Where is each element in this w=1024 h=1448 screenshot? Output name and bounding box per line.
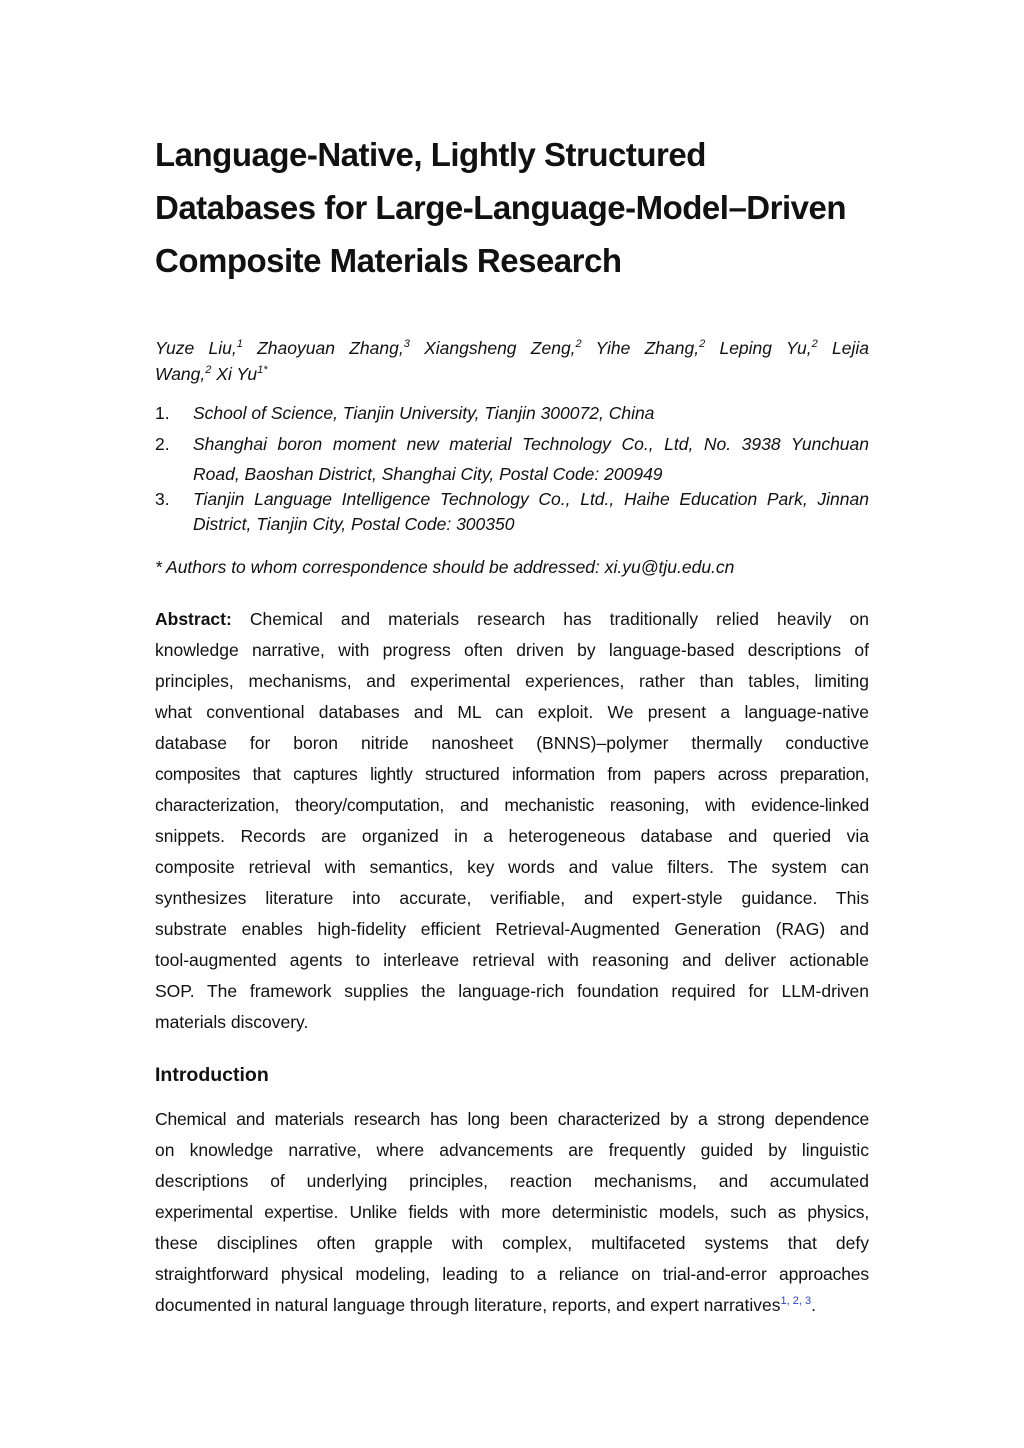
abstract-line: composites that captures lightly structured information from papers across preparation, [155, 764, 869, 784]
abstract [155, 604, 869, 1038]
author-line [155, 361, 869, 387]
abstract-line: snippets. Records are organized in a heterogeneous database and queried via [155, 826, 869, 846]
author: Leping Yu,$^2$ [719, 338, 818, 358]
author: Xi $Yu^{1*}$ [216, 364, 268, 384]
abstract-line: composite retrieval with semantics, key words and value filters. The system can [155, 857, 869, 877]
intro-line: descriptions of underlying principles, reaction mechanisms, and accumulated [155, 1171, 869, 1191]
citation-link[interactable]: 1, 2, 3 [780, 1295, 812, 1308]
affiliation-3: 3. Tianjin Language Intelligence Technology Co., Ltd., Haihe Education Park, Jinnan District, Tianjin City, Postal Code: 300350 [155, 487, 869, 537]
abstract-line: characterization, theory/computation, and mechanistic reasoning, with evidence-linked [155, 795, 869, 815]
abstract-line: principles, mechanisms, and experimental experiences, rather than tables, limiting [155, 671, 869, 691]
affiliation-1: 1. School of Science, Tianjin University, Tianjin 300072, China [155, 398, 869, 428]
author-list [155, 335, 869, 387]
intro-line: straightforward physical modeling, leading to a reliance on trial-and-error approaches [155, 1264, 869, 1284]
introduction-paragraph [155, 1104, 869, 1321]
title-line: Databases for Large-Language-Model–Driven [155, 189, 846, 226]
author: Yihe Zhang,$^2$ [595, 338, 706, 358]
paper-title [155, 128, 895, 287]
abstract-line: what conventional databases and ML can exploit. We present a language-native [155, 702, 869, 722]
intro-line: these disciplines often grapple with complex, multifaceted systems that defy [155, 1233, 869, 1253]
intro-line: on knowledge narrative, where advancements are frequently guided by linguistic [155, 1140, 869, 1160]
intro-line: Chemical and materials research has long been characterized by a strong dependence [155, 1109, 869, 1129]
intro-line: experimental expertise. Unlike fields with more deterministic models, such as physics, [155, 1202, 869, 1222]
abstract-line: SOP. The framework supplies the language-rich foundation required for LLM-driven [155, 981, 869, 1001]
affiliation-line: Road, Baoshan District, Shanghai City, Postal Code: 200949 [193, 464, 663, 484]
section-heading-introduction: Introduction [155, 1064, 269, 1086]
author: Yuze Liu,$^1$ [155, 338, 243, 358]
abstract-line: database for boron nitride nanosheet (BNNS)–polymer thermally conductive [155, 733, 869, 753]
author: Lejia [831, 338, 869, 358]
intro-line: documented in natural language through literature, reports, and expert narratives$^{1, 2, 3}$. [155, 1295, 816, 1315]
abstract-line: knowledge narrative, with progress often driven by language-based descriptions of [155, 640, 869, 660]
abstract-line: tool-augmented agents to interleave retrieval with reasoning and deliver actionable [155, 950, 869, 970]
abstract-line: synthesizes literature into accurate, verifiable, and expert-style guidance. This [155, 888, 869, 908]
abstract-line: substrate enables high-fidelity efficient Retrieval-Augmented Generation (RAG) and [155, 919, 869, 939]
abstract-line: Abstract: Chemical and materials research has traditionally relied heavily on [155, 609, 869, 629]
correspondence-note: * Authors to whom correspondence should be addressed: xi.yu@tju.edu.cn [155, 557, 735, 577]
author: Xiangsheng Zeng,$^2$ [424, 338, 582, 358]
abstract-line: materials discovery. [155, 1012, 309, 1032]
abstract-label: Abstract: [155, 609, 232, 629]
title-line: Composite Materials Research [155, 242, 622, 279]
affiliation-line: Tianjin Language Intelligence Technology Co., Ltd., Haihe Education Park, Jinnan [193, 489, 869, 509]
author: Zhaoyuan Zhang,$^3$ [257, 338, 410, 358]
author-line [155, 335, 869, 361]
author: Wang,$^2$ [155, 364, 212, 384]
affiliation-line: District, Tianjin City, Postal Code: 300350 [193, 514, 515, 534]
title-line: Language-Native, Lightly Structured [155, 136, 706, 173]
affiliation-line: Shanghai boron moment new material Technology Co., Ltd, No. 3938 Yunchuan [193, 434, 869, 454]
affiliation-line: School of Science, Tianjin University, Tianjin 300072, China [193, 403, 655, 423]
affiliation-2: 2. Shanghai boron moment new material Technology Co., Ltd, No. 3938 Yunchuan Road, Baoshan District, Shanghai City, Postal Code: 200949 [155, 429, 869, 489]
